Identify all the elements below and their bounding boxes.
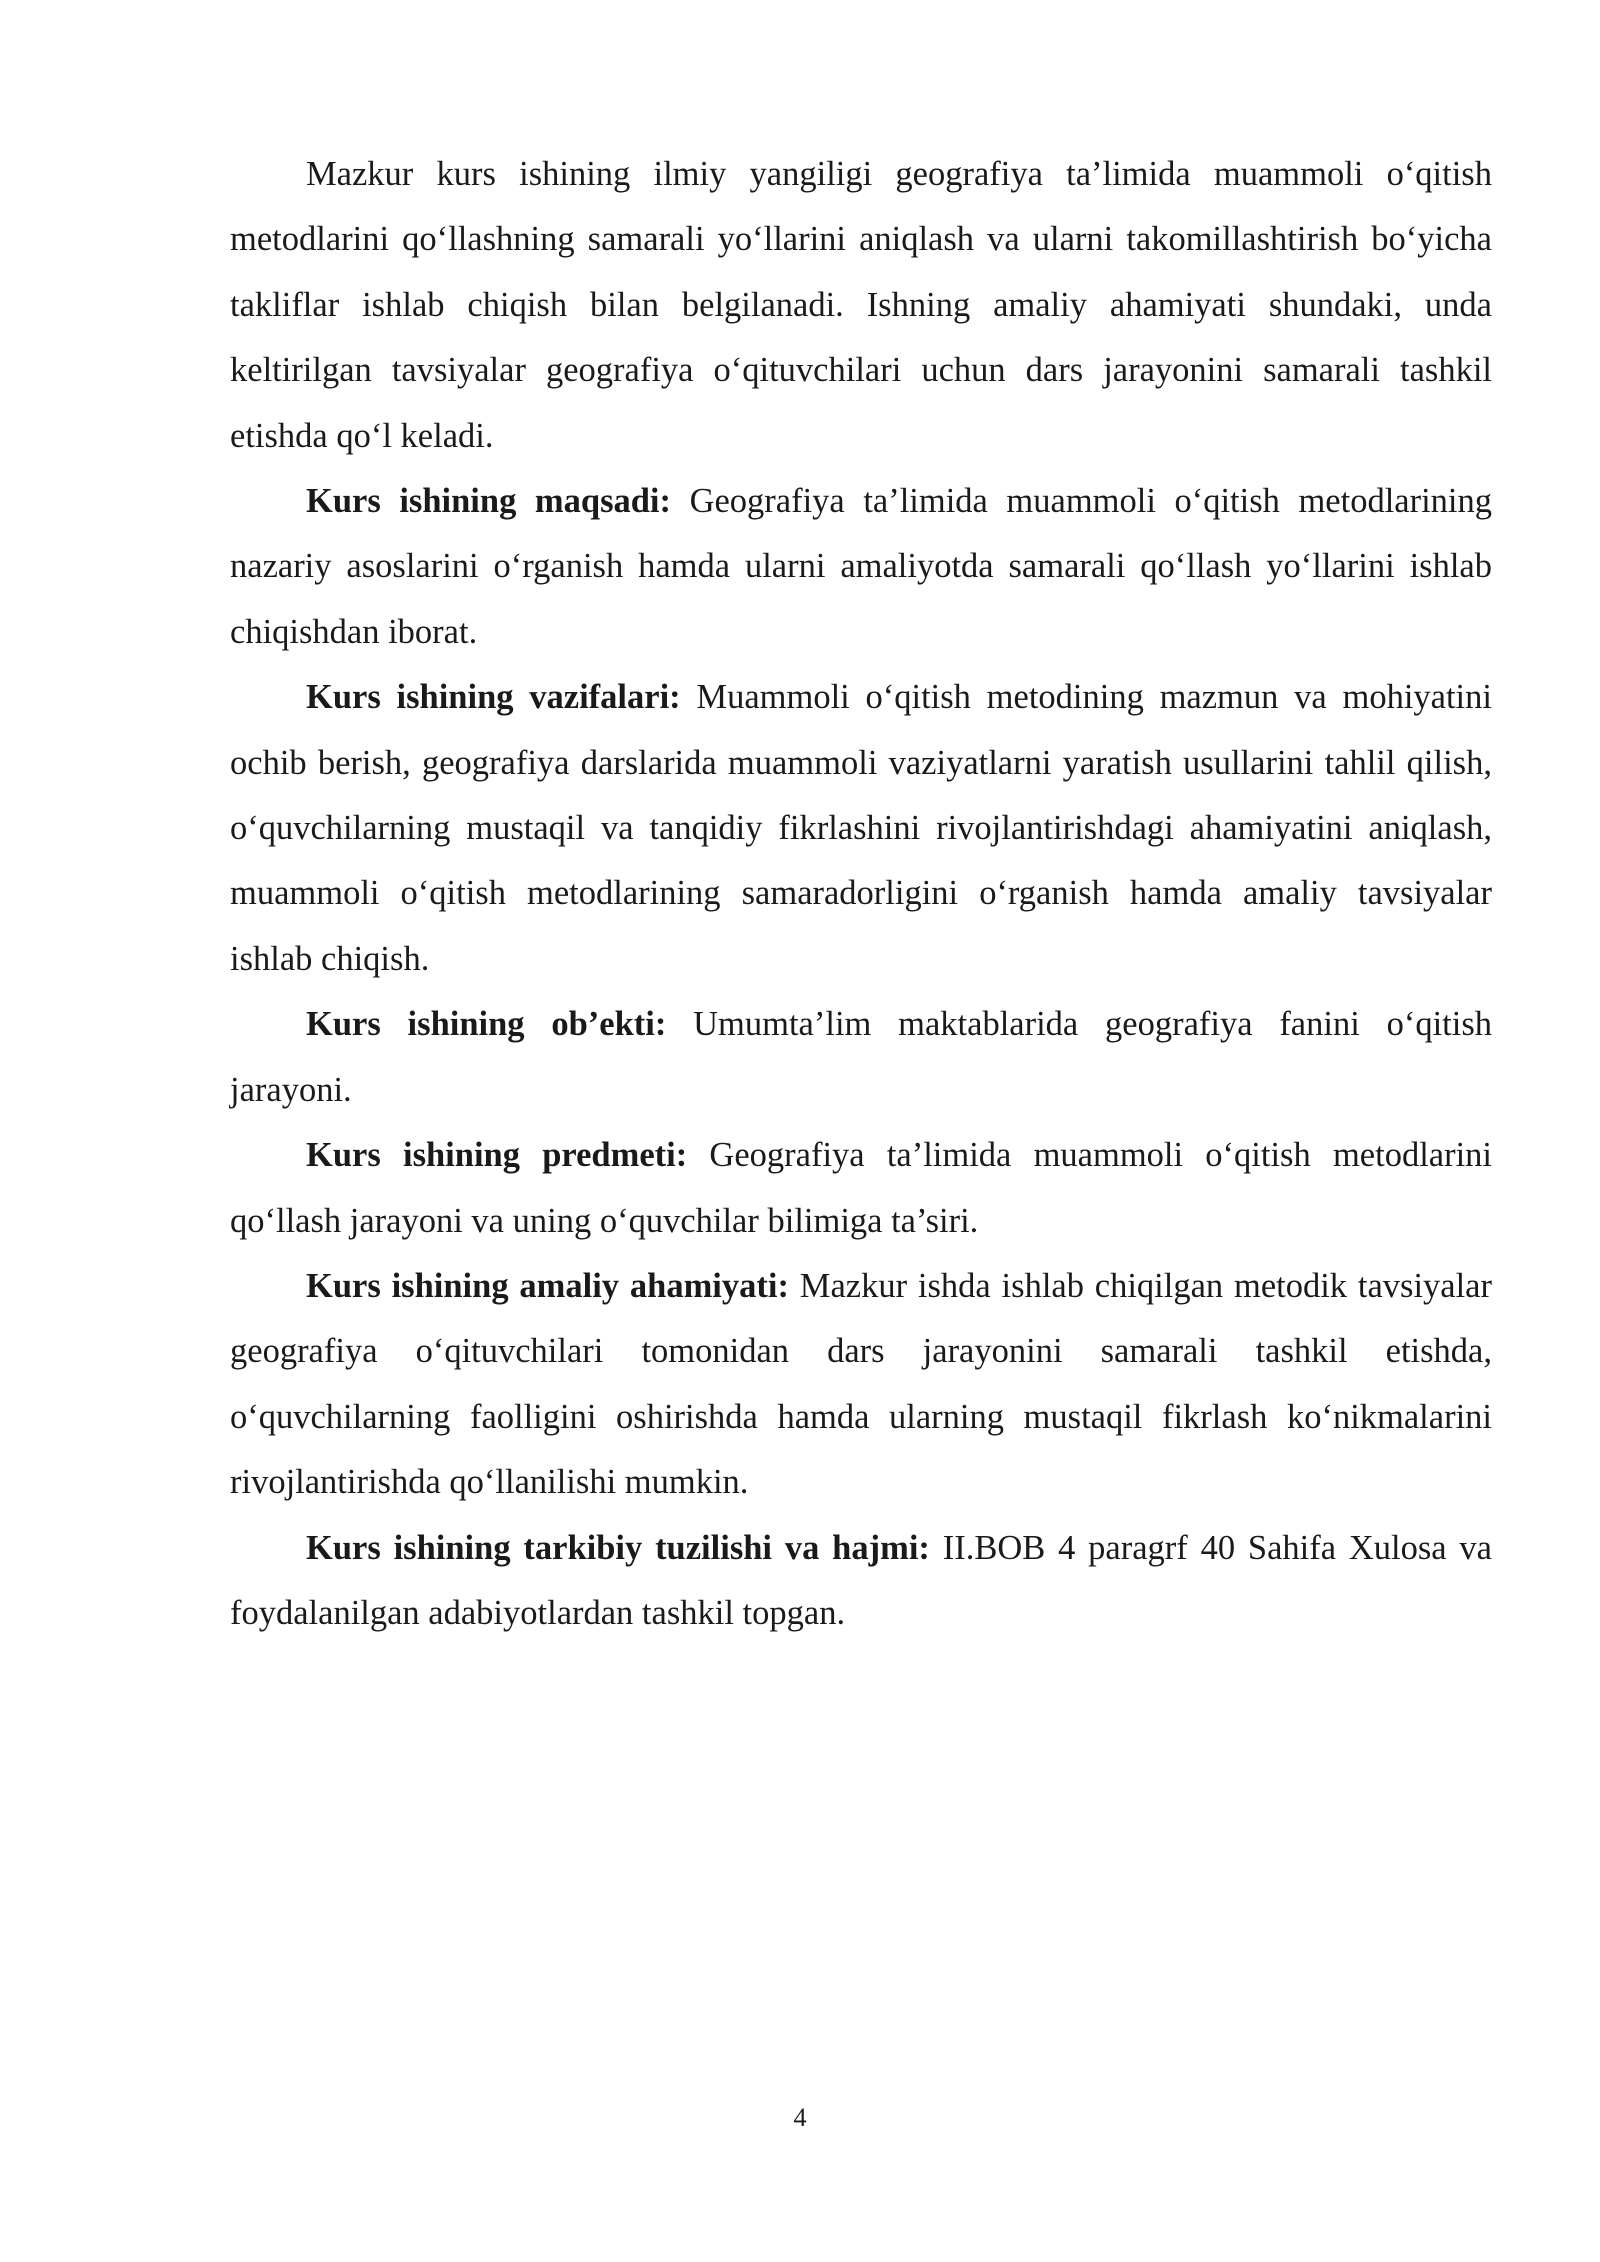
paragraph-tasks — [230, 665, 1492, 992]
paragraph-text: Mazkur kurs ishining ilmiy yangiligi geografiya ta’limida muammoli o‘qitish metodlarini qo‘llashning samarali yo‘llarini aniqlash va ularni takomillashtirish bo‘yicha takliflar ishlab chiqish bilan belgilanadi. Ishning amaliy ahamiyati shundaki, unda keltirilgan tavsiyalar geografiya o‘qituvchilari uchun dars jarayonini samarali tashkil etishda qo‘l keladi. — [230, 155, 1492, 455]
paragraph-text: II.BOB 4 paragrf 40 Sahifa Xulosa va foydalanilgan adabiyotlardan tashkil topgan. — [230, 1528, 1492, 1632]
document-body — [230, 142, 1492, 1646]
paragraph-heading: Kurs ishining ob’ekti: — [306, 1005, 667, 1044]
page-number: 4 — [793, 2103, 807, 2132]
paragraph-text: Geografiya ta’limida muammoli o‘qitish metodlarini qo‘llash jarayoni va uning o‘quvchilar bilimiga ta’siri. — [230, 1136, 1492, 1240]
paragraph-heading: Kurs ishining maqsadi: — [306, 482, 672, 521]
paragraph-text: Mazkur ishda ishlab chiqilgan metodik tavsiyalar geografiya o‘qituvchilari tomonidan dars jarayonini samarali tashkil etishda, o‘quvchilarning faolligini oshirishda hamda ularning mustaqil fikrlash ko‘nikmalarini rivojlantirishda qo‘llanilishi mumkin. — [230, 1266, 1492, 1502]
paragraph-structure — [230, 1516, 1492, 1647]
paragraph-heading: Kurs ishining amaliy ahamiyati: — [306, 1266, 789, 1305]
paragraph-text: Umumta’lim maktablarida geografiya fanini o‘qitish jarayoni. — [230, 1005, 1493, 1109]
paragraph-heading: Kurs ishining tarkibiy tuzilishi va hajmi: — [306, 1528, 930, 1567]
paragraph-object — [230, 992, 1492, 1123]
paragraph-text: Geografiya ta’limida muammoli o‘qitish metodlarining nazariy asoslarini o‘rganish hamda ularni amaliyotda samarali qo‘llash yo‘llarini ishlab chiqishdan iborat. — [230, 482, 1493, 651]
paragraph-heading: Kurs ishining predmeti: — [306, 1136, 688, 1175]
paragraph-novelty — [230, 142, 1492, 469]
paragraph-aim — [230, 469, 1492, 665]
paragraph-heading: Kurs ishining vazifalari: — [306, 678, 681, 717]
paragraph-text: Muammoli o‘qitish metodining mazmun va mohiyatini ochib berish, geografiya darslarida muammoli vaziyatlarni yaratish usullarini tahlil qilish, o‘quvchilarning mustaqil va tanqidiy fikrlashini rivojlantirishdagi ahamiyatini aniqlash, muammoli o‘qitish metodlarining samaradorligini o‘rganish hamda amaliy tavsiyalar ishlab chiqish. — [230, 678, 1492, 978]
paragraph-subject — [230, 1123, 1492, 1254]
paragraph-practical-value — [230, 1254, 1492, 1516]
